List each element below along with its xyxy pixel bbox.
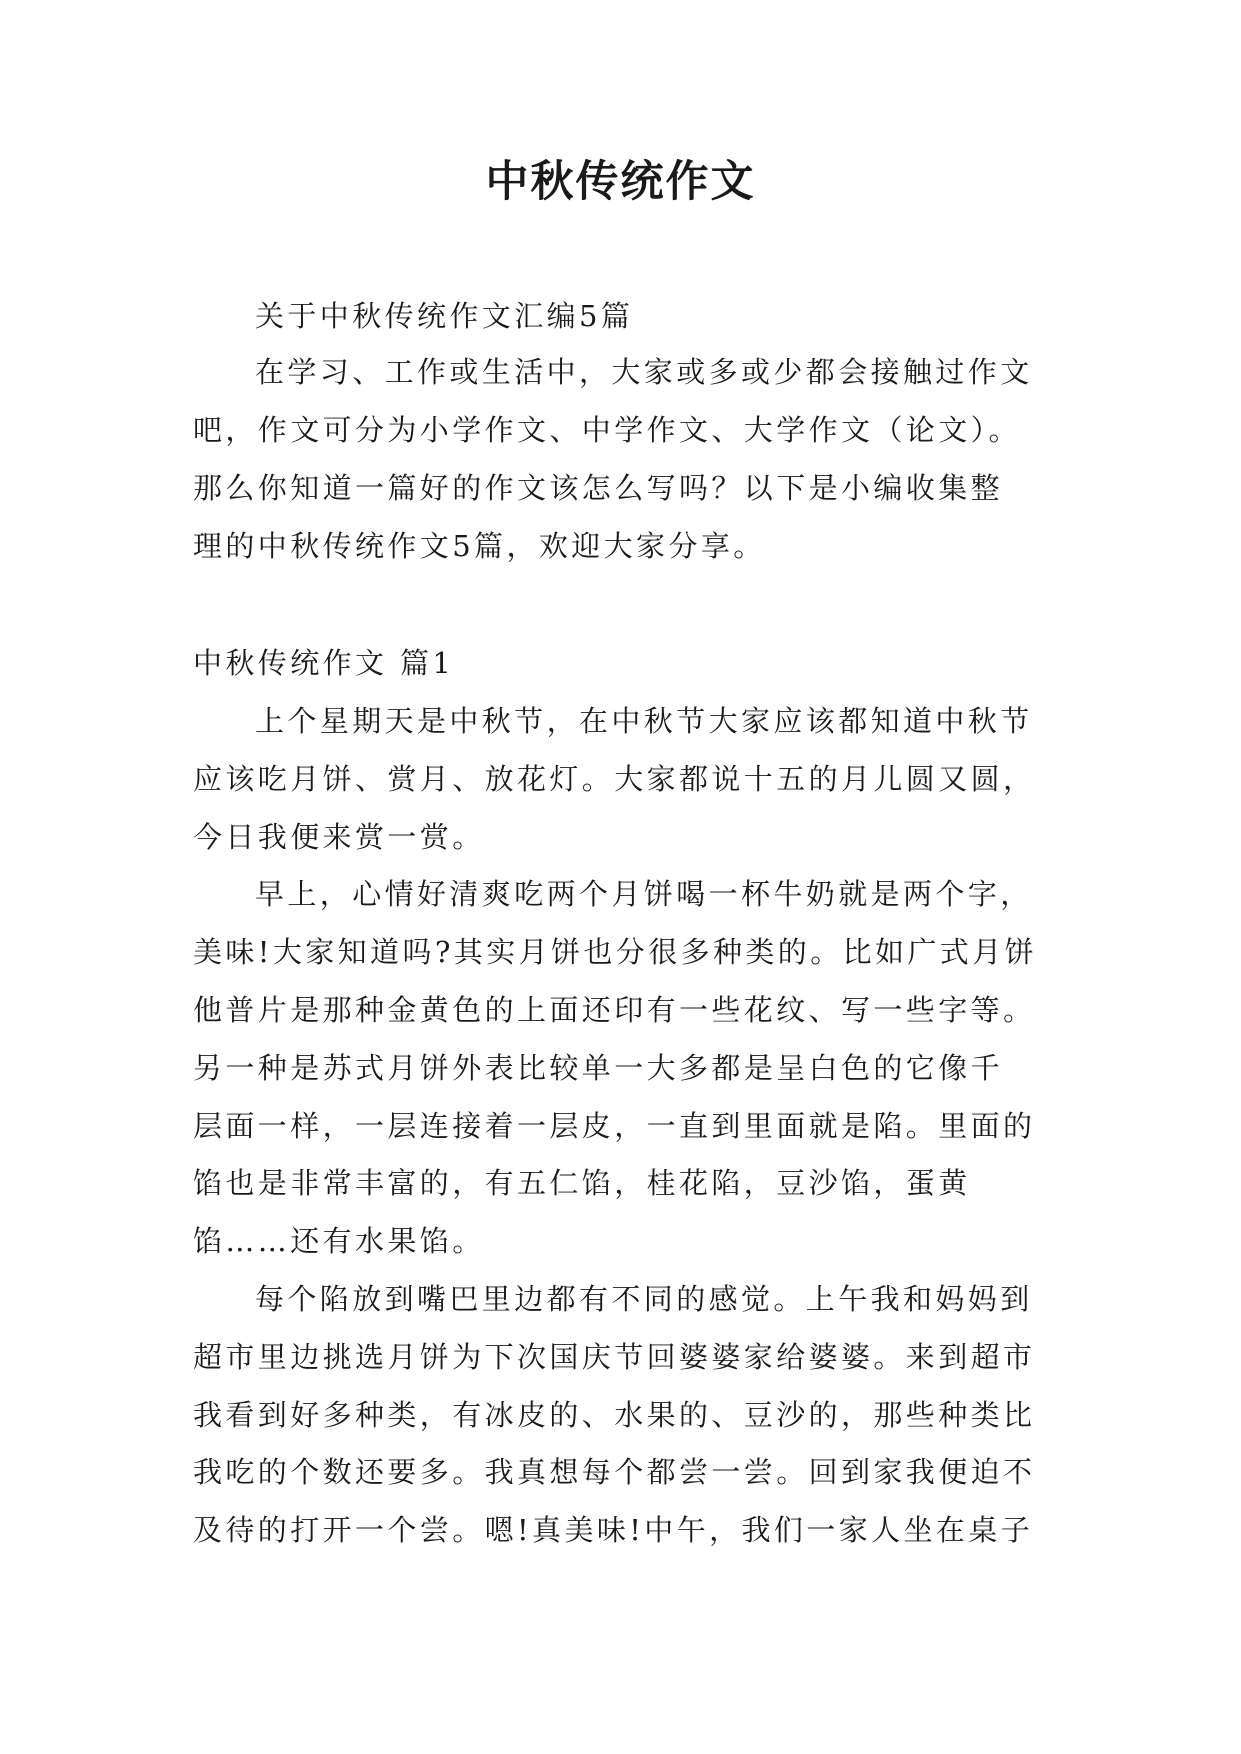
paragraph-line: 另一种是苏式月饼外表比较单一大多都是呈白色的它像千 (193, 1051, 1004, 1085)
intro-heading: 关于中秋传统作文汇编5篇 (255, 299, 634, 333)
paragraph-line: 上个星期天是中秋节，在中秋节大家应该都知道中秋节 (255, 704, 1033, 738)
paragraph-line: 美味!大家知道吗?其实月饼也分很多种类的。比如广式月饼 (193, 935, 1038, 969)
paragraph-line: 及待的打开一个尝。嗯!真美味!中午，我们一家人坐在桌子 (193, 1513, 1034, 1547)
paragraph-line: 他普片是那种金黄色的上面还印有一些花纹、写一些字等。 (193, 993, 1036, 1027)
paragraph-line: 我看到好多种类，有冰皮的、水果的、豆沙的，那些种类比 (193, 1398, 1036, 1432)
intro-paragraph-line: 理的中秋传统作文5篇，欢迎大家分享。 (193, 529, 766, 563)
paragraph-line: 每个陷放到嘴巴里边都有不同的感觉。上午我和妈妈到 (255, 1282, 1033, 1316)
paragraph-line: 今日我便来赏一赏。 (193, 820, 485, 854)
paragraph-line: 馅……还有水果馅。 (193, 1224, 485, 1258)
paragraph-line: 早上，心情好清爽吃两个月饼喝一杯牛奶就是两个字， (255, 877, 1033, 911)
paragraph-line: 馅也是非常丰富的，有五仁馅，桂花陷，豆沙馅，蛋黄 (193, 1166, 971, 1200)
paragraph-line: 层面一样，一层连接着一层皮，一直到里面就是陷。里面的 (193, 1109, 1036, 1143)
intro-paragraph-line: 吧，作文可分为小学作文、中学作文、大学作文（论文）。 (193, 413, 1021, 447)
paragraph-line: 我吃的个数还要多。我真想每个都尝一尝。回到家我便迫不 (193, 1455, 1036, 1489)
paragraph-line: 应该吃月饼、赏月、放花灯。大家都说十五的月儿圆又圆， (193, 762, 1036, 796)
intro-paragraph-line: 那么你知道一篇好的作文该怎么写吗？以下是小编收集整 (193, 471, 1004, 505)
document-title: 中秋传统作文 (485, 157, 756, 207)
paragraph-line: 超市里边挑选月饼为下次国庆节回婆婆家给婆婆。来到超市 (193, 1340, 1036, 1374)
section-heading: 中秋传统作文 篇1 (193, 646, 455, 680)
intro-paragraph-line: 在学习、工作或生活中，大家或多或少都会接触过作文 (255, 355, 1033, 389)
